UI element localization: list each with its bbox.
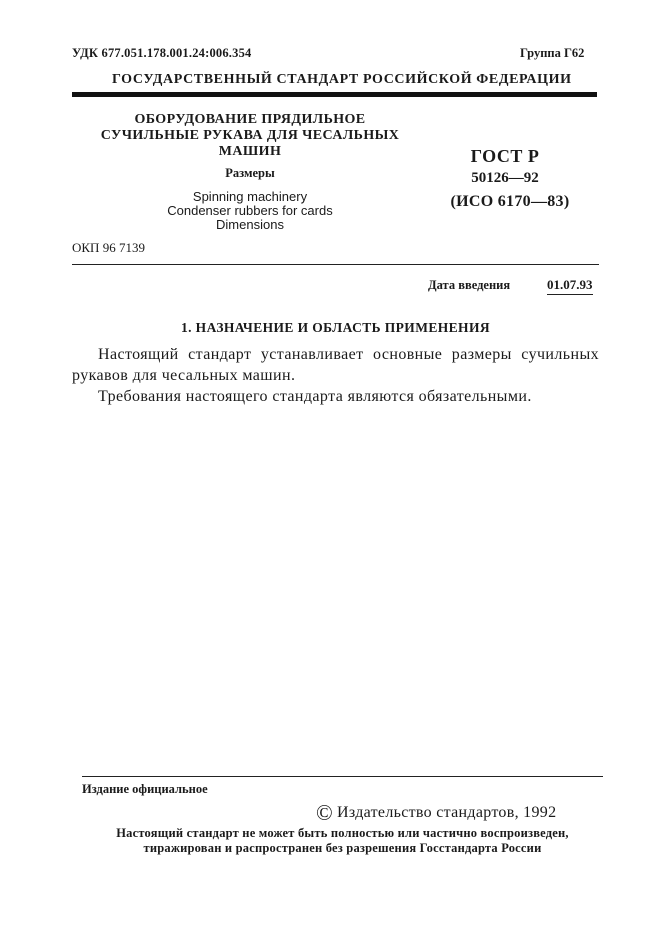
document-title	[100, 112, 400, 160]
title-line-1: ОБОРУДОВАНИЕ ПРЯДИЛЬНОЕ	[134, 112, 366, 127]
okp-code: ОКП 96 7139	[72, 240, 145, 255]
group-code: Группа Г62	[520, 46, 585, 60]
title-english-line-1: Spinning machinery	[192, 189, 308, 204]
udk-code: УДК 677.051.178.001.24:006.354	[72, 46, 252, 60]
subtitle-russian: Размеры	[225, 166, 275, 180]
state-standard-heading: ГОСУДАРСТВЕННЫЙ СТАНДАРТ РОССИЙСКОЙ ФЕДЕРАЦИИ	[112, 72, 572, 87]
official-edition-label: Издание официальное	[82, 782, 208, 796]
divider-rule	[72, 264, 599, 265]
footer-rule	[82, 776, 603, 777]
title-english-line-3: Dimensions	[216, 217, 284, 232]
title-english	[100, 190, 400, 232]
title-line-2: СУЧИЛЬНЫЕ РУКАВА ДЛЯ ЧЕСАЛЬНЫХ	[100, 128, 400, 143]
iso-reference: (ИСО 6170—83)	[450, 193, 570, 210]
copyright-icon: ©	[316, 800, 334, 825]
reproduction-notice	[82, 826, 603, 856]
notice-line-1: Настоящий стандарт не может быть полностью или частично воспроизведен,	[116, 826, 569, 840]
paragraph-scope: Настоящий стандарт устанавливает основные размеры сучильных рукавов для чесальных машин.	[72, 346, 599, 384]
introduction-date-label: Дата введения	[428, 278, 511, 292]
copyright-line	[316, 800, 556, 826]
title-english-line-2: Condenser rubbers for cards	[167, 203, 333, 218]
gost-number: 50126—92	[471, 170, 539, 186]
paragraph-requirements: Требования настоящего стандарта являются обязательными.	[98, 388, 532, 405]
copyright-text: Издательство стандартов, 1992	[337, 804, 557, 821]
section-heading: 1. НАЗНАЧЕНИЕ И ОБЛАСТЬ ПРИМЕНЕНИЯ	[180, 320, 491, 335]
notice-line-2: тиражирован и распространен без разрешения Госстандарта России	[143, 841, 542, 855]
gost-label: ГОСТ Р	[470, 146, 540, 166]
header-rule	[72, 92, 597, 97]
title-line-3: МАШИН	[218, 144, 282, 159]
introduction-date-value: 01.07.93	[547, 277, 593, 295]
